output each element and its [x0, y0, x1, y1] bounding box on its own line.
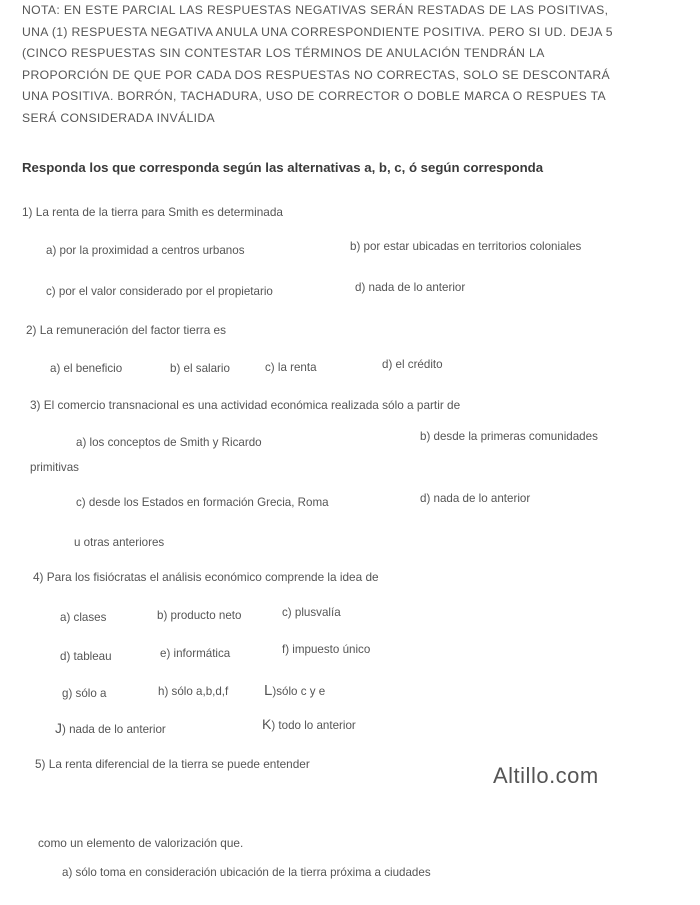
question-4: 4) Para los fisiócratas el análisis económico comprende la idea de [33, 570, 379, 584]
q3-option-c: c) desde los Estados en formación Grecia, Roma [76, 496, 329, 509]
q4-option-h: h) sólo a,b,d,f [158, 685, 229, 698]
q4-option-e: e) informática [160, 647, 231, 660]
q1-option-d: d) nada de lo anterior [355, 281, 466, 294]
q4-option-i-text: )sólo c y e [272, 685, 326, 698]
watermark: Altillo.com [493, 763, 599, 788]
q4-option-k [262, 716, 356, 732]
question-2: 2) La remuneración del factor tierra es [26, 323, 226, 337]
nota-line: UNA (1) RESPUESTA NEGATIVA ANULA UNA CORRESPONDIENTE POSITIVA. PERO SI UD. DEJA 5 [22, 24, 613, 39]
q3-option-b: b) desde la primeras comunidades [420, 430, 598, 443]
nota-line: NOTA: EN ESTE PARCIAL LAS RESPUESTAS NEGATIVAS SERÁN RESTADAS DE LAS POSITIVAS, [22, 3, 609, 17]
q1-option-b: b) por estar ubicadas en territorios coloniales [350, 240, 582, 253]
q2-option-d: d) el crédito [382, 358, 443, 371]
question-5: 5) La renta diferencial de la tierra se puede entender [35, 757, 310, 771]
q1-option-c: c) por el valor considerado por el propietario [46, 285, 273, 298]
q4-option-f: f) impuesto único [282, 643, 371, 656]
question-3: 3) El comercio transnacional es una actividad económica realizada sólo a partir de [30, 398, 461, 412]
q3-option-c-continued: u otras anteriores [74, 536, 165, 549]
nota-line: SERÁ CONSIDERADA INVÁLIDA [22, 110, 215, 125]
q4-option-b: b) producto neto [157, 609, 242, 622]
nota-block [22, 0, 687, 129]
q4-option-k-text: ) todo lo anterior [271, 719, 356, 732]
question-1: 1) La renta de la tierra para Smith es determinada [22, 205, 283, 219]
q3-option-d: d) nada de lo anterior [420, 492, 531, 505]
q3-option-b-continued: primitivas [30, 461, 79, 474]
q2-option-a: a) el beneficio [50, 362, 123, 375]
instructions: Responda los que corresponda según las alternativas a, b, c, ó según corresponda [22, 160, 544, 175]
nota-line: PROPORCIÓN DE QUE POR CADA DOS RESPUESTAS NO CORRECTAS, SOLO SE DESCONTARÁ [22, 67, 610, 82]
q4-option-i-mark: L [264, 682, 273, 699]
q4-option-j-mark: J [55, 720, 62, 736]
q4-option-c: c) plusvalía [282, 606, 341, 619]
q4-option-j [55, 720, 166, 736]
q2-option-b: b) el salario [170, 362, 230, 375]
q2-option-c: c) la renta [265, 361, 317, 374]
q5-option-a: a) sólo toma en consideración ubicación de la tierra próxima a ciudades [62, 866, 431, 879]
q4-option-a: a) clases [60, 611, 107, 624]
nota-line: UNA POSITIVA. BORRÓN, TACHADURA, USO DE CORRECTOR O DOBLE MARCA O RESPUES TA [22, 89, 606, 103]
q1-option-a: a) por la proximidad a centros urbanos [46, 244, 245, 257]
q4-option-j-text: ) nada de lo anterior [62, 723, 166, 736]
nota-line: (CINCO RESPUESTAS SIN CONTESTAR LOS TÉRMINOS DE ANULACIÓN TENDRÁN LA [22, 46, 545, 60]
question-5-continued: como un elemento de valorización que. [38, 836, 244, 850]
q3-option-a: a) los conceptos de Smith y Ricardo [76, 436, 262, 449]
q4-option-g: g) sólo a [62, 687, 107, 700]
q4-option-k-mark: K [262, 716, 272, 732]
q4-option-i [264, 682, 325, 699]
q4-option-d: d) tableau [60, 650, 112, 663]
